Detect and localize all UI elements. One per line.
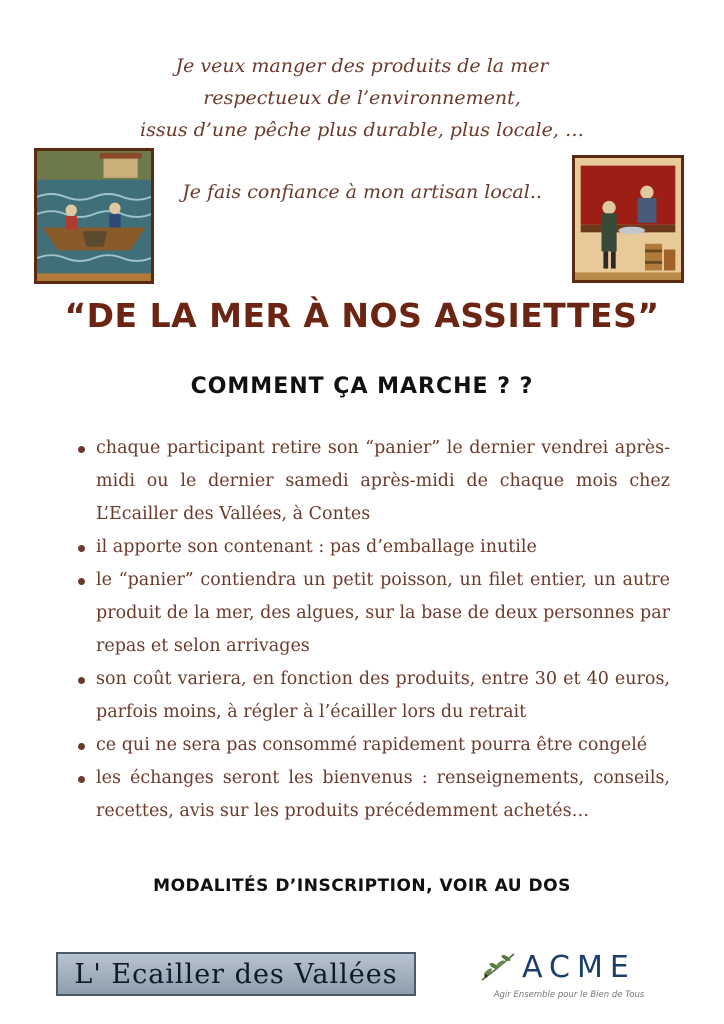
acme-logo <box>474 948 654 1004</box>
intro-line-1: Je veux manger des produits de la mer <box>175 55 549 77</box>
bullet-basket-contents: le “panier” contiendra un petit poisson, un filet entier, un autre produit de la mer, des algues, sur la base de deux personnes par repas et selon arrivages <box>74 564 670 663</box>
bullet-cost: son coût variera, en fonction des produits, entre 30 et 40 euros, parfois moins, à régler à l’écailler lors du retrait <box>74 663 670 729</box>
bullet-pickup: chaque participant retire son “panier” le dernier vendrei après-midi ou le dernier samedi après-midi de chaque mois chez L’Ecailler des Vallées, à Contes <box>74 432 670 531</box>
ecailler-logo-text: L' Ecailler des Vallées <box>74 958 398 990</box>
intro-line-2: respectueux de l’environnement, <box>203 87 521 109</box>
how-it-works-heading: COMMENT ÇA MARCHE ? ? <box>190 374 534 399</box>
bullet-container: il apporte son contenant : pas d’emballage inutile <box>74 531 670 564</box>
intro-text <box>0 50 724 146</box>
main-title: “DE LA MER À NOS ASSIETTES” <box>64 296 660 335</box>
bullet-exchanges: les échanges seront les bienvenus : renseignements, conseils, recettes, avis sur les produits précédemment achetés… <box>74 762 670 828</box>
bullet-freezing: ce qui ne sera pas consommé rapidement pourra être congelé <box>74 729 670 762</box>
ecailler-des-vallees-logo <box>56 952 416 996</box>
intro-line-3: issus d’une pêche plus durable, plus locale, … <box>140 119 584 141</box>
info-bullet-list <box>74 432 670 828</box>
olive-branch-icon <box>478 950 518 984</box>
medieval-fishing-illustration <box>34 148 154 284</box>
intro-trust-line: Je fais confiance à mon artisan local.. <box>182 181 542 203</box>
registration-note: MODALITÉS D’INSCRIPTION, VOIR AU DOS <box>153 876 571 896</box>
acme-name: ACME <box>522 950 636 985</box>
medieval-fishmonger-illustration <box>572 155 684 283</box>
acme-tagline: Agir Ensemble pour le Bien de Tous <box>493 990 645 1000</box>
